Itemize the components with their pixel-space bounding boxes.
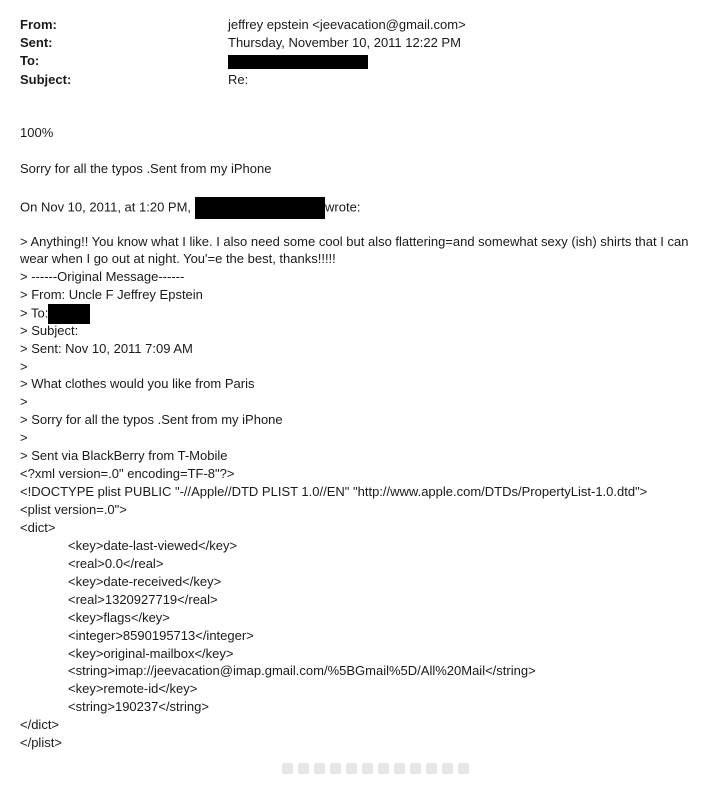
quote-line: > Subject:	[20, 323, 79, 338]
wrote-prefix: On Nov 10, 2011, at 1:20 PM,	[20, 199, 192, 215]
plist-entry: <string>190237</string>	[68, 699, 209, 714]
quote-line: > Sent: Nov 10, 2011 7:09 AM	[20, 341, 193, 356]
wrote-suffix: wrote:	[325, 199, 361, 215]
subject-label: Subject:	[20, 72, 72, 87]
plist-entry: <real>1320927719</real>	[68, 592, 218, 607]
plist-entry: <key>flags</key>	[68, 610, 170, 625]
orig-to-label: > To:	[20, 305, 49, 321]
quote-line-to	[20, 304, 90, 322]
plist-line: </plist>	[20, 735, 62, 750]
sent-label: Sent:	[20, 35, 53, 50]
plist-entry: <key>date-received</key>	[68, 574, 222, 589]
watermark	[282, 763, 469, 775]
subject-value: Re:	[228, 72, 249, 87]
plist-line: <?xml version=.0" encoding=TF-8"?>	[20, 466, 235, 481]
quote-line: >	[20, 394, 28, 409]
plist-entry: <key>original-mailbox</key>	[68, 646, 234, 661]
quote-line: > Sorry for all the typos .Sent from my iPhone	[20, 412, 283, 427]
plist-line: <dict>	[20, 520, 56, 535]
body-line-percent: 100%	[20, 125, 54, 140]
plist-entry: <real>0.0</real>	[68, 556, 164, 571]
quote-line: > ------Original Message------	[20, 269, 185, 284]
plist-line: </dict>	[20, 717, 60, 732]
quote-line: >	[20, 430, 28, 445]
redaction-bar	[48, 304, 90, 324]
wrote-line	[20, 197, 360, 215]
plist-line: <plist version=.0">	[20, 502, 127, 517]
plist-entry: <key>date-last-viewed</key>	[68, 538, 238, 553]
body-line-typos: Sorry for all the typos .Sent from my iPhone	[20, 161, 272, 176]
plist-entry: <key>remote-id</key>	[68, 681, 198, 696]
quote-line: >	[20, 359, 28, 374]
quote-line: > What clothes would you like from Paris	[20, 376, 255, 391]
quote-line: wear when I go out at night. You'=e the best, thanks!!!!!	[20, 251, 336, 266]
plist-line: <!DOCTYPE plist PUBLIC "-//Apple//DTD PLIST 1.0//EN" "http://www.apple.com/DTDs/PropertyList-1.0.dtd">	[20, 484, 648, 499]
from-value: jeffrey epstein <jeevacation@gmail.com>	[228, 17, 466, 32]
plist-entry: <string>imap://jeevacation@imap.gmail.com/%5BGmail%5D/All%20Mail</string>	[68, 663, 536, 678]
from-label: From:	[20, 17, 57, 32]
quote-line: > Sent via BlackBerry from T-Mobile	[20, 448, 228, 463]
plist-entry: <integer>8590195713</integer>	[68, 628, 254, 643]
sent-value: Thursday, November 10, 2011 12:22 PM	[228, 35, 461, 50]
to-value	[228, 52, 368, 70]
quote-line: > From: Uncle F Jeffrey Epstein	[20, 287, 203, 302]
redaction-bar	[228, 55, 368, 69]
quote-line: > Anything!! You know what I like. I also need some cool but also flattering=and somewhat sexy (ish) shirts that I can	[20, 234, 689, 249]
redaction-bar	[195, 197, 325, 219]
to-label: To:	[20, 53, 40, 68]
